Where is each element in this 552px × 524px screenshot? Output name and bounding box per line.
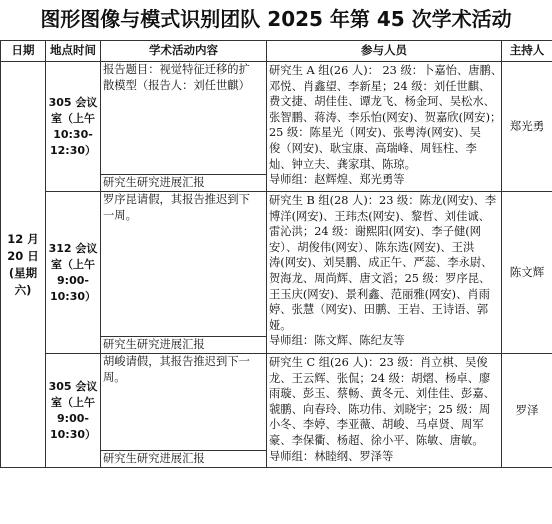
participant-line: 张智鹏、蒋涛、李乐怡(网安)、贺嘉欣(网安)； [269, 110, 502, 124]
date-line: 12 月 [7, 231, 39, 246]
participant-line: 婷、张慧（网安)、田鹏、王岩、王诗语、郭 [269, 303, 489, 317]
content-line: 罗序昆请假，其报告推迟到下 [103, 193, 250, 206]
participant-line: 研究生 C 组(26 人)：23 级：肖立棋、吴俊 [269, 356, 488, 369]
location-line: 10:30- [53, 127, 93, 141]
location-line: 9:00- [57, 411, 89, 425]
session-c-location [46, 354, 101, 468]
session-b-progress: 研究生研究进展汇报 [101, 337, 267, 354]
location-line: 312 会议 [48, 241, 98, 255]
session-a-location [46, 62, 101, 192]
session-a-progress: 研究生研究进展汇报 [101, 175, 267, 192]
participant-line: 雷沁洪；24 级：谢熙阳(网安)、李子健(网 [269, 225, 481, 239]
content-line: 散模型（报告人：刘任世麒） [103, 78, 250, 92]
participant-line: 涛(网安)、刘昊鹏、成正午、严蕊、李永尉、 [269, 256, 493, 270]
participant-line: 小冬、李婷、李亚薇、胡峻、马卓贤、周军 [269, 418, 484, 432]
location-line: 12:30） [49, 143, 96, 157]
header-row [1, 41, 552, 62]
location-line: 9:00- [57, 273, 89, 287]
session-a-content [101, 62, 267, 175]
date-line: (星期 [8, 265, 38, 280]
participant-line: 王玉庆(网安)、景利鑫、范丽雅(网安)、肖雨 [269, 287, 490, 301]
session-b-participants [267, 192, 502, 354]
participant-line: 娅。 [269, 318, 292, 332]
session-c-host: 罗泽 [502, 354, 552, 468]
participant-line: 虢鹏、向春玲、陈功伟、刘晓宇；25 级：周 [269, 402, 491, 416]
location-line: 室（上午 [51, 395, 95, 409]
participant-line: 研究生 B 组(28 人)：23 级：陈龙(网安)、李 [269, 194, 497, 207]
participant-line: 俊（网安)、耿宝康、高瑞峰、周钰柱、李 [269, 141, 477, 155]
participant-line: 25 级：陈星光（网安)、张粤涛(网安)、吴 [269, 126, 481, 140]
session-b-location [46, 192, 101, 354]
location-line: 305 会议 [48, 95, 98, 109]
session-c-content [101, 354, 267, 451]
header-participants: 参与人员 [267, 41, 502, 62]
participant-line: 博洋(网安)、王玮杰(网安)、黎哲、刘佳诚、 [269, 209, 490, 223]
location-line: 10:30） [49, 427, 96, 441]
participant-line: 费文捷、胡佳佳、谭龙飞、杨金珂、吴松水、 [269, 95, 495, 109]
participant-line: 安）、胡俊伟(网安）、陈东选(网安)、王洪 [269, 240, 475, 254]
participant-line: 贺海龙、周尚辉、唐文滔；25 级：罗序昆、 [269, 271, 491, 285]
session-c-main-row [1, 354, 552, 451]
header-host: 主持人 [502, 41, 552, 62]
header-location-time: 地点时间 [46, 41, 101, 62]
header-date: 日期 [1, 41, 46, 62]
advisor-line: 导师组：林睦纲、罗泽等 [269, 449, 394, 463]
date-line: 六) [14, 282, 32, 297]
activity-table [0, 40, 552, 468]
session-c-participants [267, 354, 502, 468]
participant-line: 灿、钟立夫、龚家琪、陈琼。 [269, 157, 416, 171]
session-b-content [101, 192, 267, 337]
content-line: 一周。 [103, 208, 137, 222]
page-title: 图形图像与模式识别团队 2025 年第 45 次学术活动 [40, 7, 512, 31]
location-line: 室（上午 [51, 257, 95, 271]
session-c-progress: 研究生研究进展汇报 [101, 451, 267, 468]
session-a-main-row [1, 62, 552, 175]
participant-line: 研究生 A 组(26 人)： 23 级：卜嘉怡、唐鹏、 [269, 64, 503, 77]
date-line: 20 日 [7, 248, 39, 263]
content-line: 周。 [103, 370, 126, 384]
date-cell [1, 62, 46, 468]
content-line: 胡峻请假，其报告推迟到下一 [103, 355, 250, 368]
participant-line: 邓悦、肖鑫望、李新星；24 级：刘任世麒、 [269, 79, 491, 93]
location-line: 10:30） [49, 289, 96, 303]
advisor-line: 导师组：陈文辉、陈纪友等 [269, 334, 405, 348]
content-line: 报告题目：视觉特征迁移的扩 [103, 63, 250, 76]
session-a-participants [267, 62, 502, 192]
participant-line: 雨璇、彭玉、蔡畅、黄冬元、刘佳佳、彭嘉、 [269, 387, 495, 401]
participant-line: 豪、李保衢、杨超、徐小平、陈敏、唐敏。 [269, 433, 484, 447]
session-b-host: 陈文辉 [502, 192, 552, 354]
participant-line: 龙、王云辉、张侃；24 级：胡熠、杨卓、廖 [269, 371, 491, 385]
session-a-host: 郑光勇 [502, 62, 552, 192]
advisor-line: 导师组：赵辉煌、郑光勇等 [269, 173, 405, 187]
location-line: 室（上午 [51, 111, 95, 125]
location-line: 305 会议 [48, 379, 98, 393]
header-content: 学术活动内容 [101, 41, 267, 62]
session-b-main-row [1, 192, 552, 337]
